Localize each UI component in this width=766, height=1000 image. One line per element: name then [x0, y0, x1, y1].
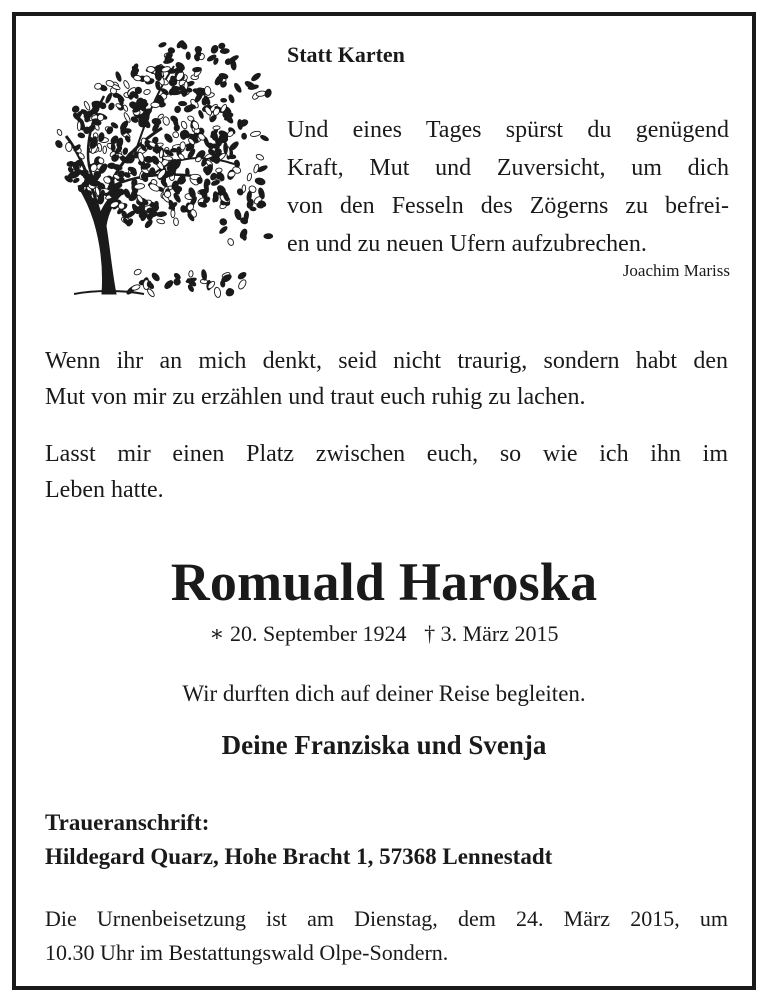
- paragraph-line: Lasst mir einen Platz zwischen euch, so wie ich ihn im: [45, 441, 728, 467]
- mourners-signature: Deine Franziska und Svenja: [221, 730, 547, 760]
- windblown-tree-icon: [44, 36, 274, 298]
- poem-line: von den Fesseln des Zögerns zu befrei-: [287, 193, 729, 219]
- poem-author: Joachim Mariss: [622, 261, 730, 280]
- memorial-paragraph: [45, 436, 728, 508]
- address-label: Traueranschrift:: [45, 810, 210, 835]
- poem-line: Und eines Tages spürst du genügend: [287, 117, 729, 143]
- paragraph-line: Mut von mir zu erzählen und traut euch ruhig zu lachen.: [45, 384, 586, 410]
- poem-line: en und zu neuen Ufern aufzubrechen.: [287, 231, 647, 257]
- funeral-line: Die Urnenbeisetzung ist am Dienstag, dem 24. März 2015, um: [45, 906, 728, 931]
- poem: [287, 111, 729, 263]
- statt-karten-heading: Statt Karten: [287, 42, 405, 67]
- death-date: † 3. März 2015: [424, 621, 559, 646]
- obituary-frame: [12, 12, 756, 990]
- funeral-notice: [45, 902, 728, 970]
- poem-line: Kraft, Mut und Zuversicht, um dich: [287, 155, 729, 181]
- leaf-cluster: [54, 39, 272, 297]
- paragraph-line: Leben hatte.: [45, 477, 164, 503]
- address-value: Hildegard Quarz, Hohe Bracht 1, 57368 Lennestadt: [45, 844, 553, 869]
- escort-line: Wir durften dich auf deiner Reise begleiten.: [182, 681, 586, 706]
- life-dates: [16, 621, 752, 647]
- paragraph-line: Wenn ihr an mich denkt, seid nicht traurig, sondern habt den: [45, 348, 728, 374]
- funeral-line: 10.30 Uhr im Bestattungswald Olpe-Sondern.: [45, 940, 449, 965]
- deceased-name: Romuald Haroska: [170, 552, 598, 612]
- birth-date: ∗ 20. September 1924: [209, 621, 407, 646]
- memorial-paragraph: [45, 343, 728, 415]
